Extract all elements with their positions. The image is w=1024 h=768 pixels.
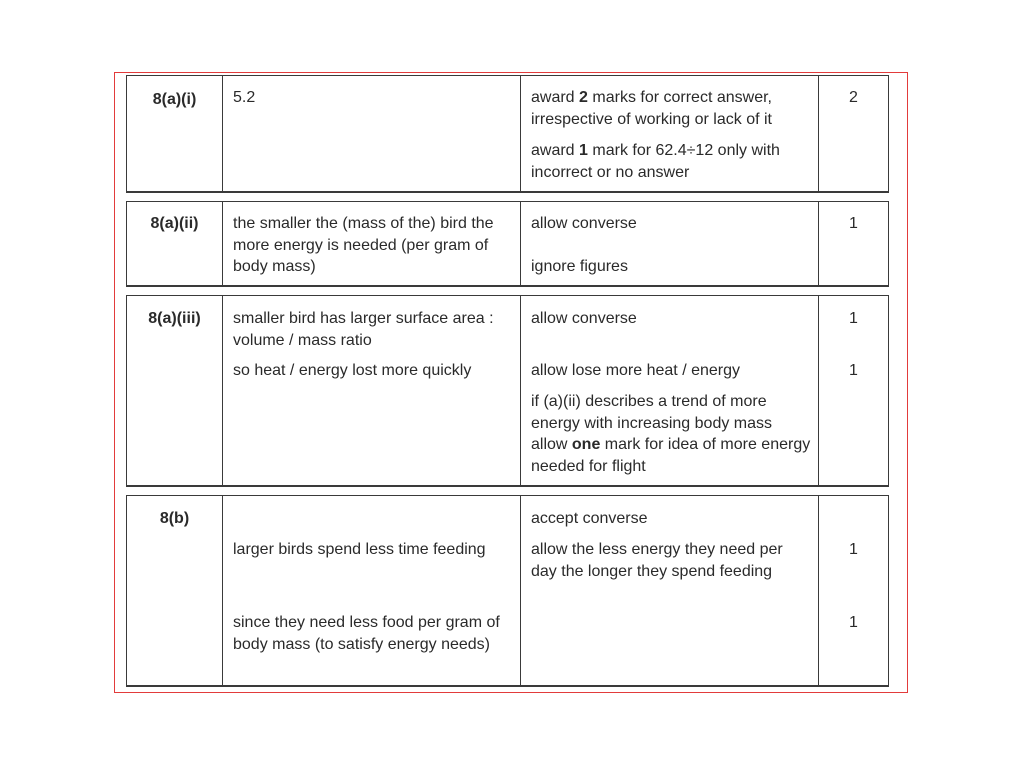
question-cell bbox=[127, 202, 222, 285]
question-cell bbox=[127, 296, 222, 485]
marks-cell bbox=[818, 296, 888, 485]
guidance-text: ignore figures bbox=[531, 258, 628, 275]
guidance-cell bbox=[520, 202, 818, 285]
answer-text: 5.2 bbox=[233, 89, 256, 106]
marks-value: 1 bbox=[849, 310, 858, 327]
marks-value: 1 bbox=[849, 614, 858, 631]
marks-value: 1 bbox=[849, 215, 858, 232]
answer-text: since they need less food per gram of body mass (to satisfy energy needs) bbox=[233, 614, 500, 653]
marks-value: 1 bbox=[849, 541, 858, 558]
mark-scheme-table-8b bbox=[126, 495, 889, 687]
guidance-text: allow converse bbox=[531, 215, 637, 232]
mark-scheme-table-8aiii bbox=[126, 295, 889, 487]
marks-value: 2 bbox=[849, 89, 858, 106]
answer-text: larger birds spend less time feeding bbox=[233, 541, 486, 558]
guidance-cell bbox=[520, 296, 818, 485]
question-number: 8(b) bbox=[159, 510, 190, 527]
question-number: 8(a)(iii) bbox=[148, 310, 201, 327]
guidance-text: allow the less energy they need per day the longer they spend feeding bbox=[531, 541, 783, 580]
guidance-text: award 2 marks for correct answer, irrespective of working or lack of it bbox=[531, 89, 772, 128]
marks-cell bbox=[818, 76, 888, 191]
mark-scheme-table-8ai bbox=[126, 75, 889, 193]
answer-cell bbox=[222, 296, 520, 485]
marks-value: 1 bbox=[849, 362, 858, 379]
guidance-text: allow lose more heat / energy bbox=[531, 362, 740, 379]
question-number: 8(a)(ii) bbox=[150, 215, 199, 232]
mark-scheme-table-8aii bbox=[126, 201, 889, 287]
answer-cell bbox=[222, 496, 520, 685]
question-cell bbox=[127, 496, 222, 685]
answer-cell bbox=[222, 76, 520, 191]
guidance-cell bbox=[520, 76, 818, 191]
guidance-text: accept converse bbox=[531, 510, 648, 527]
guidance-cell bbox=[520, 496, 818, 685]
guidance-text: award 1 mark for 62.4÷12 only with incorrect or no answer bbox=[531, 142, 780, 181]
marks-cell bbox=[818, 496, 888, 685]
marks-cell bbox=[818, 202, 888, 285]
answer-cell bbox=[222, 202, 520, 285]
answer-text: so heat / energy lost more quickly bbox=[233, 362, 472, 379]
answer-text: smaller bird has larger surface area : volume / mass ratio bbox=[233, 310, 494, 349]
question-cell bbox=[127, 76, 222, 191]
question-number: 8(a)(i) bbox=[152, 91, 197, 108]
guidance-text: allow converse bbox=[531, 310, 637, 327]
guidance-text: if (a)(ii) describes a trend of more energy with increasing body mass allow one mark for idea of more energy needed for flight bbox=[531, 393, 811, 475]
answer-text: the smaller the (mass of the) bird the more energy is needed (per gram of body mass) bbox=[233, 215, 494, 275]
